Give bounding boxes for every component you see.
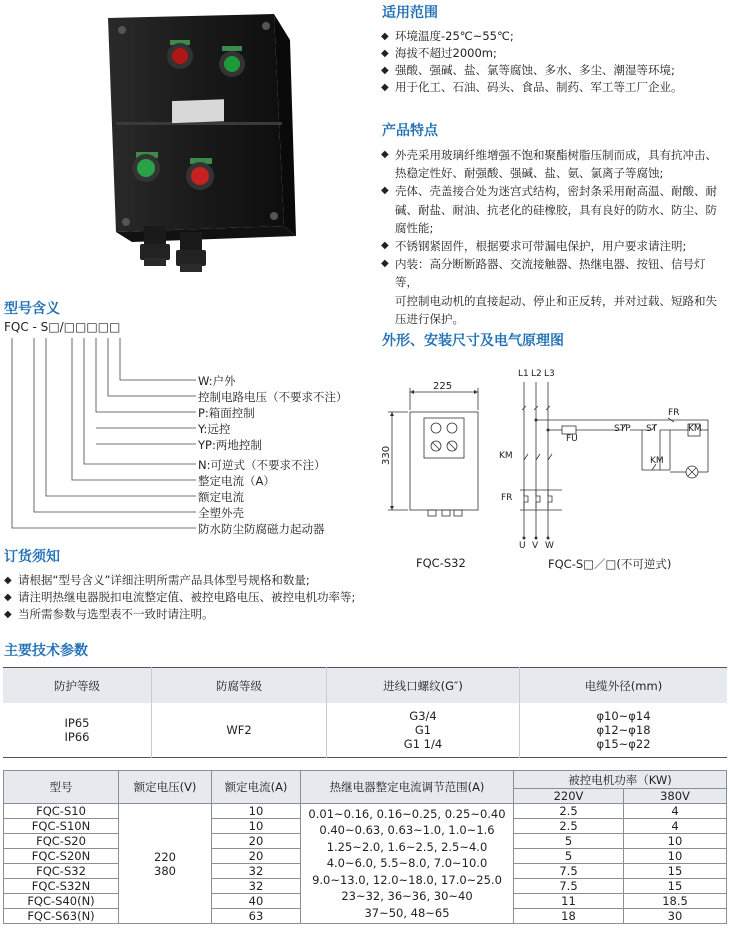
scope-title: 适用范围 xyxy=(382,5,438,21)
list-item: ◆ 强酸、强碱、盐、氯等腐蚀、多水、多尘、潮湿等环境; xyxy=(381,62,726,79)
list-item: ◆ 外壳采用玻璃纤维增强不饱和聚酯树脂压制而成，具有抗冲击、 热稳定性好、耐强酸、强碱、盐、氨、氯离子等腐蚀; xyxy=(381,146,726,182)
model-label: N:可逆式（不要求不注） xyxy=(198,458,326,472)
model-label: 额定电流 xyxy=(198,490,244,504)
voltage-cell: 220 380 xyxy=(119,804,212,924)
header-cell: 额定电压(V) xyxy=(119,771,212,804)
label-stp: STP xyxy=(614,424,631,434)
tech-title: 主要技术参数 xyxy=(4,643,88,659)
label-fr-main: FR xyxy=(501,493,513,503)
table-cell: G3/4 G1 G1 1/4 xyxy=(327,703,520,758)
table-row: FQC-S63(N) 63 18 30 xyxy=(4,909,727,924)
list-item: ◆ 内装：高分断断路器、交流接触器、热继电器、按钮、信号灯等， 可控制电动机的直接起动、停止和正反转，并对过载、短路和失 压进行保护。 xyxy=(381,255,726,328)
header-cell: 防腐等级 xyxy=(152,668,327,704)
label-l1: L1 xyxy=(518,369,529,379)
range-cell: 0.01~0.16, 0.16~0.25, 0.25~0.40 0.40~0.63, 0.63~1.0, 1.0~1.6 1.25~2.0, 1.6~2.5, 2.5~4.0 4.0~6.0, 5.5~8.0, 7.0~10.0 9.0~13.0, 12.0~18.0, 17.0~25.0 23~32, 36~36, 30~40 37~50, 48~65 xyxy=(301,804,514,924)
label-st: ST xyxy=(646,424,658,434)
caption-left: FQC-S32 xyxy=(416,556,466,570)
header-cell: 进线口螺纹(G″) xyxy=(327,668,520,704)
model-title: 型号含义 xyxy=(4,301,60,317)
product-image xyxy=(88,0,380,278)
header-cell: 380V xyxy=(624,789,727,804)
label-fr-top: FR xyxy=(668,408,680,418)
table-cell: φ10~φ14 φ12~φ18 φ15~φ22 xyxy=(520,703,728,758)
protection-table xyxy=(3,667,727,758)
model-label: P:箱面控制 xyxy=(198,406,255,420)
model-label: W:户外 xyxy=(198,374,236,388)
model-label: Y:远控 xyxy=(198,422,231,436)
model-label: 全塑外壳 xyxy=(198,506,244,520)
model-label: 防水防尘防腐磁力起动器 xyxy=(198,522,325,536)
model-label: 控制电路电压（不要求不注） xyxy=(198,390,348,404)
label-u: U xyxy=(519,541,526,551)
model-label: YP:两地控制 xyxy=(198,438,262,452)
list-item: ◆ 环境温度-25℃~55℃; xyxy=(381,28,726,45)
label-km-aux: KM xyxy=(650,456,664,466)
list-item: ◆ 请根据“型号含义”详细注明所需产品具体型号规格和数量; xyxy=(4,572,364,589)
header-cell: 热继电器整定电流调节范围(A) xyxy=(301,771,514,804)
caption-right: FQC-S□／□(不可逆式) xyxy=(548,557,672,571)
list-item: ◆ 用于化工、石油、码头、食品、制药、军工等工厂企业。 xyxy=(381,79,726,96)
spec-table xyxy=(3,770,727,924)
table-row: FQC-S10N 10 2.5 4 xyxy=(4,819,727,834)
model-code: FQC - S□/□□□□□ xyxy=(4,320,121,334)
list-item: ◆ 壳体、壳盖接合处为迷宫式结构，密封条采用耐高温、耐酸、耐 碱、耐盐、耐油、抗老化的硅橡胶，具有良好的防水、防尘、防 腐性能; xyxy=(381,182,726,237)
list-item: ◆ 请注明热继电器脱扣电流整定值、被控电路电压、被控电机功率等; xyxy=(4,589,364,606)
label-v: V xyxy=(532,541,539,551)
label-km-main: KM xyxy=(499,451,513,461)
features-list xyxy=(381,146,726,328)
label-l2: L2 xyxy=(531,369,542,379)
table-cell: WF2 xyxy=(152,703,327,758)
height-dim: 330 xyxy=(381,445,392,465)
circuit-diagram xyxy=(492,370,726,550)
header-cell: 型号 xyxy=(4,771,119,804)
header-cell: 额定电流(A) xyxy=(212,771,301,804)
features-title: 产品特点 xyxy=(382,123,438,139)
table-row: FQC-S32 32 7.5 15 xyxy=(4,864,727,879)
header-cell: 防护等级 xyxy=(3,668,152,704)
model-tree-lines xyxy=(0,330,200,530)
order-list xyxy=(4,572,364,623)
scope-list xyxy=(381,28,726,96)
table-row: FQC-S10 220 380 10 0.01~0.16, 0.16~0.25, 0.25~0.40 0.40~0.63, 0.63~1.0, 1.0~1.6 1.25~2.0, 1.6~2.5, 2.5~4.0 4.0~6.0, 5.5~8.0, 7.0~10.0 9.0~13.0, 12.0~18.0, 17.0~25.0 23~32, 36~36, 30~40 37~50, 48~65 2.5 4 xyxy=(4,804,727,819)
header-cell: 电缆外径(mm) xyxy=(520,668,728,704)
table-row: FQC-S20 20 5 10 xyxy=(4,834,727,849)
header-cell: 220V xyxy=(514,789,624,804)
label-km-coil: KM xyxy=(688,424,702,434)
drawing-title: 外形、安装尺寸及电气原理图 xyxy=(382,333,564,349)
label-l3: L3 xyxy=(544,369,555,379)
label-fu: FU xyxy=(566,434,578,444)
table-row: FQC-S32N 32 7.5 15 xyxy=(4,879,727,894)
table-row: FQC-S20N 20 5 10 xyxy=(4,849,727,864)
list-item: ◆ 当所需参数与选型表不一致时请注明。 xyxy=(4,606,364,623)
order-title: 订货须知 xyxy=(4,549,60,565)
width-dim: 225 xyxy=(433,381,453,392)
dimension-drawing xyxy=(380,380,490,530)
label-w: W xyxy=(545,541,554,551)
table-cell: IP65 IP66 xyxy=(64,716,90,744)
header-cell: 被控电机功率（KW) xyxy=(514,771,727,789)
model-label: 整定电流（A） xyxy=(198,474,275,488)
table-row: FQC-S40(N) 40 11 18.5 xyxy=(4,894,727,909)
list-item: ◆ 海拔不超过2000m; xyxy=(381,45,726,62)
list-item: ◆ 不锈钢紧固件，根据要求可带漏电保护，用户要求请注明; xyxy=(381,237,726,255)
